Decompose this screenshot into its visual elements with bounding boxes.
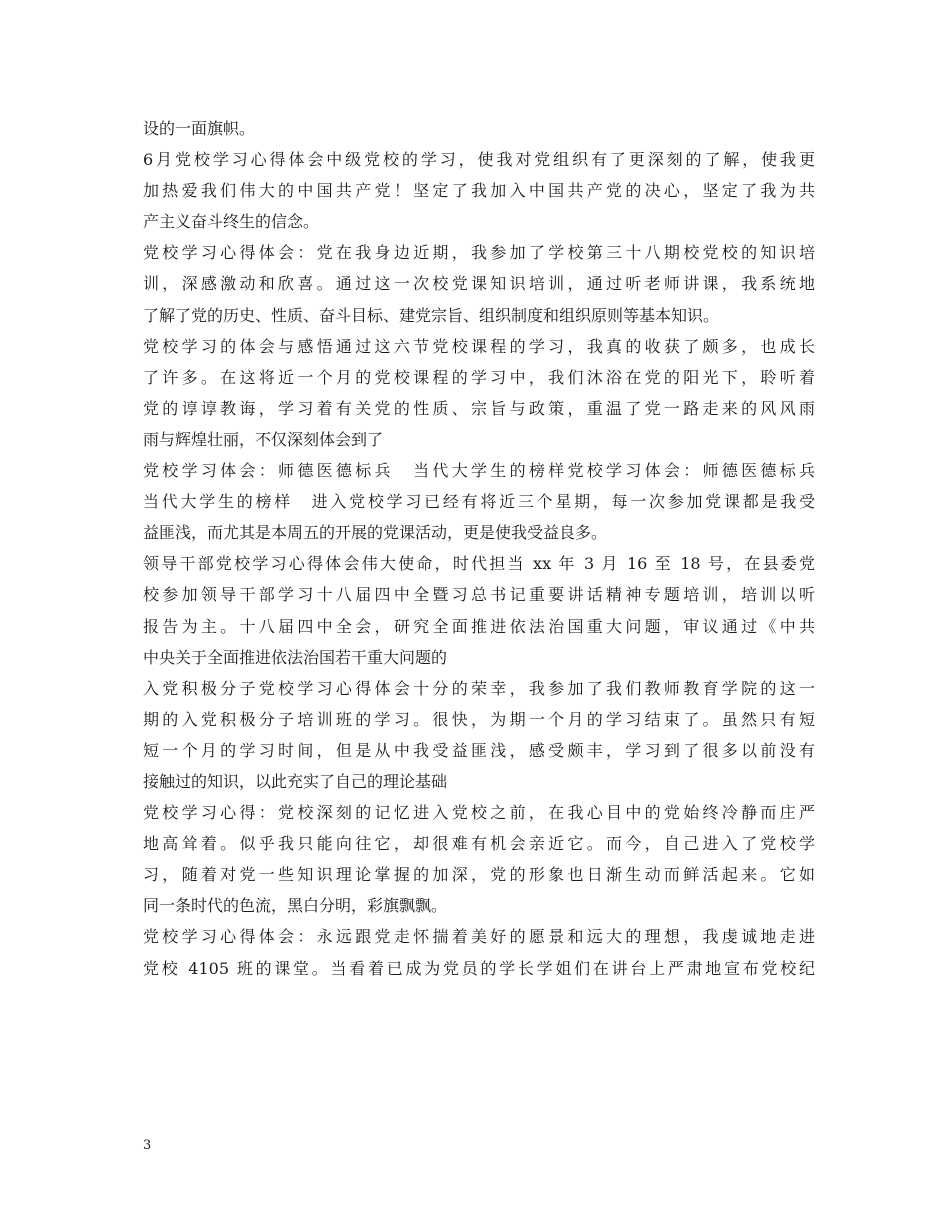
text-line: 了解了党的历史、性质、奋斗目标、建党宗旨、组织制度和组织原则等基本知识。	[143, 305, 720, 325]
page-number: 3	[143, 1138, 152, 1153]
text-line: 党校学习心得体会：党在我身边近期，我参加了学校第三十八期校党校的知识培	[143, 243, 815, 263]
text-line: 加热爱我们伟大的中国共产党！坚定了我加入中国共产党的决心，坚定了我为共	[143, 181, 815, 201]
text-line: 党校学习体会：师德医德标兵 当代大学生的榜样党校学习体会：师德医德标兵	[143, 461, 815, 481]
text-line: 党校学习心得体会：永远跟党走怀揣着美好的愿景和远大的理想，我虔诚地走进	[143, 927, 815, 947]
text-line: 了许多。在这将近一个月的党校课程的学习中，我们沐浴在党的阳光下，聆听着	[143, 367, 815, 387]
text-line: 6月党校学习心得体会中级党校的学习，使我对党组织有了更深刻的了解，使我更	[143, 150, 815, 170]
text-line: 接触过的知识，以此充实了自己的理论基础	[143, 771, 448, 791]
text-line: 短一个月的学习时间，但是从中我受益匪浅，感受颇丰，学习到了很多以前没有	[143, 740, 815, 760]
text-line: 益匪浅，而尤其是本周五的开展的党课活动，更是使我受益良多。	[143, 523, 608, 543]
text-line: 期的入党积极分子培训班的学习。很快，为期一个月的学习结束了。虽然只有短	[143, 709, 815, 729]
text-line: 党校学习的体会与感悟通过这六节党校课程的学习，我真的收获了颇多，也成长	[143, 336, 815, 356]
text-line: 党校学习心得：党校深刻的记忆进入党校之前，在我心目中的党始终冷静而庄严	[143, 803, 815, 823]
text-line: 校参加领导干部学习十八届四中全暨习总书记重要讲话精神专题培训，培训以听	[143, 585, 815, 605]
text-line: 党校 4105 班的课堂。当看着已成为党员的学长学姐们在讲台上严肃地宣布党校纪	[143, 958, 815, 978]
text-line: 党的谆谆教诲，学习着有关党的性质、宗旨与政策，重温了党一路走来的风风雨	[143, 398, 815, 418]
text-line: 报告为主。十八届四中全会，研究全面推进依法治国重大问题，审议通过《中共	[143, 616, 815, 636]
text-line: 当代大学生的榜样 进入党校学习已经有将近三个星期，每一次参加党课都是我受	[143, 492, 815, 512]
text-line: 产主义奋斗终生的信念。	[143, 212, 320, 232]
text-line: 地高耸着。似乎我只能向往它，却很难有机会亲近它。而今，自己进入了党校学	[143, 834, 815, 854]
text-line: 设的一面旗帜。	[143, 119, 256, 138]
text-line: 领导干部党校学习心得体会伟大使命，时代担当 xx 年 3 月 16 至 18 号，在县委党	[143, 554, 815, 574]
document-body	[143, 113, 815, 984]
text-line: 入党积极分子党校学习心得体会十分的荣幸，我参加了我们教师教育学院的这一	[143, 678, 815, 698]
text-line: 训，深感激动和欣喜。通过这一次校党课知识培训，通过听老师讲课，我系统地	[143, 274, 815, 294]
text-line: 中央关于全面推进依法治国若干重大问题的	[143, 647, 448, 667]
text-line: 同一条时代的色流，黑白分明，彩旗飘飘。	[143, 896, 448, 916]
text-line: 雨与辉煌壮丽，不仅深刻体会到了	[143, 429, 384, 449]
text-line: 习，随着对党一些知识理论掌握的加深，党的形象也日渐生动而鲜活起来。它如	[143, 865, 815, 885]
